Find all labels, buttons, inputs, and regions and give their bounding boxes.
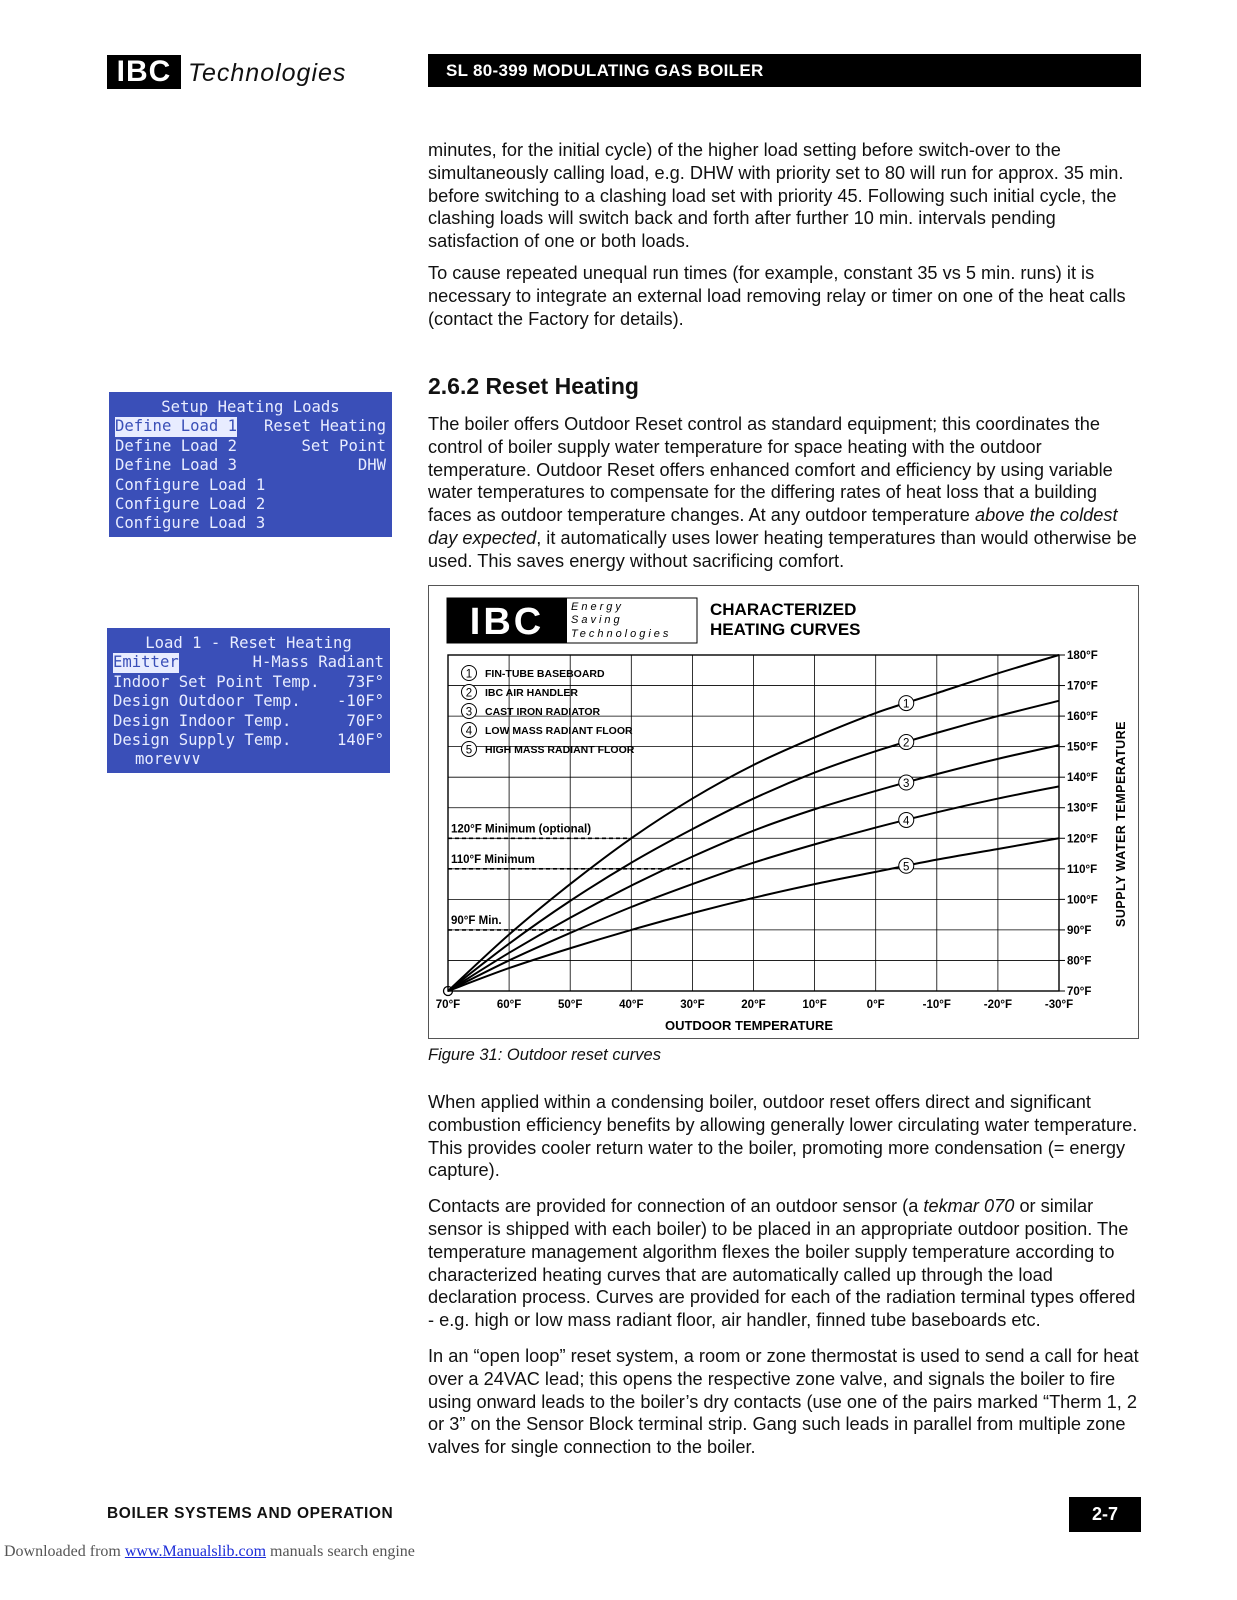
x-tick-label: 20°F	[741, 999, 766, 1011]
chart-ylabel: SUPPLY WATER TEMPERATURE	[1114, 720, 1128, 928]
legend-label: CAST IRON RADIATOR	[485, 706, 601, 718]
y-tick-label: 180°F	[1067, 650, 1098, 662]
manualslib-link[interactable]: www.Manualslib.com	[124, 1543, 267, 1560]
y-tick-label: 160°F	[1067, 711, 1098, 724]
series-marker-label: 2	[903, 737, 910, 750]
x-tick-label: 60°F	[496, 999, 522, 1011]
chart-tagline-technologies: Technologies	[571, 628, 672, 640]
heating-curves-chart	[428, 585, 1139, 1039]
y-tick-label: 130°F	[1067, 802, 1098, 815]
y-tick-label: 150°F	[1067, 741, 1098, 754]
lcd-row: Configure Load 2	[115, 495, 266, 514]
ibc-logo: IBC	[107, 55, 181, 89]
legend-number: 5	[465, 744, 473, 757]
x-tick-label: 30°F	[680, 999, 705, 1011]
y-tick-label: 120°F	[1067, 833, 1098, 846]
x-tick-label: 0°F	[866, 999, 885, 1011]
legend-label: FIN-TUBE BASEBOARD	[485, 668, 605, 680]
section-heading: 2.6.2 Reset Heating	[428, 373, 639, 399]
y-tick-label: 70°F	[1067, 986, 1092, 998]
lcd-row: Define Load 1 Reset Heating	[115, 417, 386, 436]
threshold-label: 90°F Min.	[451, 914, 502, 927]
threshold-label: 110°F Minimum	[451, 853, 535, 866]
y-tick-label: 140°F	[1067, 772, 1098, 785]
chart-svg	[429, 586, 1138, 1038]
chart-title-line2: HEATING CURVES	[710, 620, 861, 639]
paragraph-open-loop: In an “open loop” reset system, a room or zone thermostat is used to send a call for heat over a 24VAC lead; this opens the respective zone valve, and signals the boiler to fire using onward leads to the boiler’s dry contacts (use one of the pairs marked “Therm 1, 2 or 3” on the Sensor Block terminal strip. Gang such leads in parallel from multiple zone valves for single connection to the boiler.	[428, 1345, 1139, 1458]
x-tick-label: -10°F	[922, 999, 951, 1011]
legend-number: 4	[465, 725, 473, 738]
lcd-row: Design Outdoor Temp. -10F°	[113, 692, 384, 711]
paragraph-unequal-run-times: To cause repeated unequal run times (for example, constant 35 vs 5 min. runs) it is necessary to integrate an external load removing relay or timer on one of the heat calls (contact the Factory for details).	[428, 262, 1126, 329]
y-tick-label: 170°F	[1067, 680, 1098, 693]
footer-section-title: BOILER SYSTEMS AND OPERATION	[107, 1505, 394, 1522]
lcd-row: Design Indoor Temp. 70F°	[113, 711, 384, 730]
lcd-load1-reset-heating	[107, 628, 390, 773]
legend-number: 1	[465, 668, 473, 681]
legend-number: 3	[465, 706, 473, 719]
lcd-row: Define Load 3 DHW	[115, 456, 386, 475]
lcd-row: Configure Load 1	[115, 475, 266, 494]
legend-label: HIGH MASS RADIANT FLOOR	[485, 744, 635, 756]
y-tick-label: 80°F	[1067, 955, 1092, 968]
paragraph-outdoor-sensor: Contacts are provided for connection of an outdoor sensor (a tekmar 070 or similar sensor is shipped with each boiler) to be placed in an appropriate outdoor position. The temperature management algorithm flexes the boiler supply temperature according to characterized heating curves that are automatically called up through the load declaration process. Curves are provided for each of the radiation terminal types offered - e.g. high or low mass radiant floor, air handler, finned tube baseboards etc.	[428, 1196, 1136, 1331]
lcd-title: Load 1 - Reset Heating	[145, 634, 352, 652]
y-tick-label: 100°F	[1067, 894, 1098, 907]
x-tick-label: 40°F	[619, 999, 644, 1011]
x-tick-label: 70°F	[435, 999, 461, 1011]
legend-label: IBC AIR HANDLER	[485, 687, 578, 699]
lcd-more: more∨∨∨	[135, 750, 201, 769]
chart-title-line1: CHARACTERIZED	[710, 600, 857, 619]
lcd-row: Design Supply Temp. 140F°	[113, 731, 384, 750]
lcd-row: Configure Load 3	[115, 514, 266, 533]
y-tick-label: 110°F	[1067, 863, 1098, 876]
lcd-row: Indoor Set Point Temp. 73F°	[113, 672, 384, 691]
chart-legend	[462, 666, 635, 757]
lcd-setup-heating-loads	[109, 392, 392, 537]
paragraph-condensing: When applied within a condensing boiler, outdoor reset offers direct and significant combustion efficiency benefits by allowing generally lower circulating water temperature. This provides cooler return water to the boiler, promoting more condensation (= energy capture).	[428, 1092, 1138, 1181]
x-tick-label: -30°F	[1044, 999, 1074, 1011]
chart-tagline-energy: Energy	[571, 601, 624, 613]
paragraph-continued: minutes, for the initial cycle) of the higher load setting before switch-over to the simultaneously calling load, e.g. DHW with priority set to 80 will run for approx. 35 min. before switching to a clashing load set with priority 45. Following such initial cycle, the clashing loads will switch back and forth after further 10 min. intervals pending satisfaction of one or both loads.	[428, 140, 1124, 252]
chart-tagline-saving: Saving	[571, 614, 623, 626]
lcd-row: Define Load 2 Set Point	[115, 436, 386, 455]
x-tick-label: 10°F	[802, 999, 827, 1011]
series-marker-label: 3	[903, 778, 910, 791]
figure-caption: Figure 31: Outdoor reset curves	[428, 1046, 661, 1064]
logo-technologies: Technologies	[188, 59, 347, 87]
x-tick-label: -20°F	[983, 999, 1013, 1011]
top-text	[428, 139, 1143, 330]
paragraph-reset-intro: The boiler offers Outdoor Reset control as standard equipment; this coordinates the control of boiler supply water temperature for space heating with the outdoor temperature. Outdoor Reset offers enhanced comfort and efficiency by using variable water temperatures to compensate for the differing rates of heat loss that a building faces as outdoor temperature changes. At any outdoor temperature above the coldest day expected, it automatically uses lower heating temperatures than would otherwise be used. This saves energy without sacrificing comfort.	[428, 414, 1137, 571]
lcd-row: Emitter H-Mass Radiant	[113, 653, 384, 672]
y-tick-label: 90°F	[1067, 924, 1092, 937]
series-marker-label: 1	[903, 698, 910, 711]
page-number: 2-7	[1069, 1497, 1141, 1532]
bottom-text	[428, 1091, 1143, 1459]
chart-logo: IBC	[469, 601, 545, 643]
download-note: Downloaded from www.Manualslib.com manuals search engine	[4, 1543, 415, 1560]
section-reset-heating	[428, 372, 1143, 573]
lcd-title: Setup Heating Loads	[161, 398, 340, 416]
chart-xlabel: OUTDOOR TEMPERATURE	[664, 1018, 834, 1033]
x-tick-label: 50°F	[557, 999, 583, 1011]
threshold-label: 120°F Minimum (optional)	[451, 823, 592, 836]
series-marker-label: 5	[903, 861, 910, 874]
legend-label: LOW MASS RADIANT FLOOR	[485, 725, 633, 737]
series-marker-label: 4	[903, 815, 910, 828]
legend-number: 2	[465, 687, 473, 700]
document-title-bar: SL 80-399 MODULATING GAS BOILER	[428, 54, 1141, 87]
